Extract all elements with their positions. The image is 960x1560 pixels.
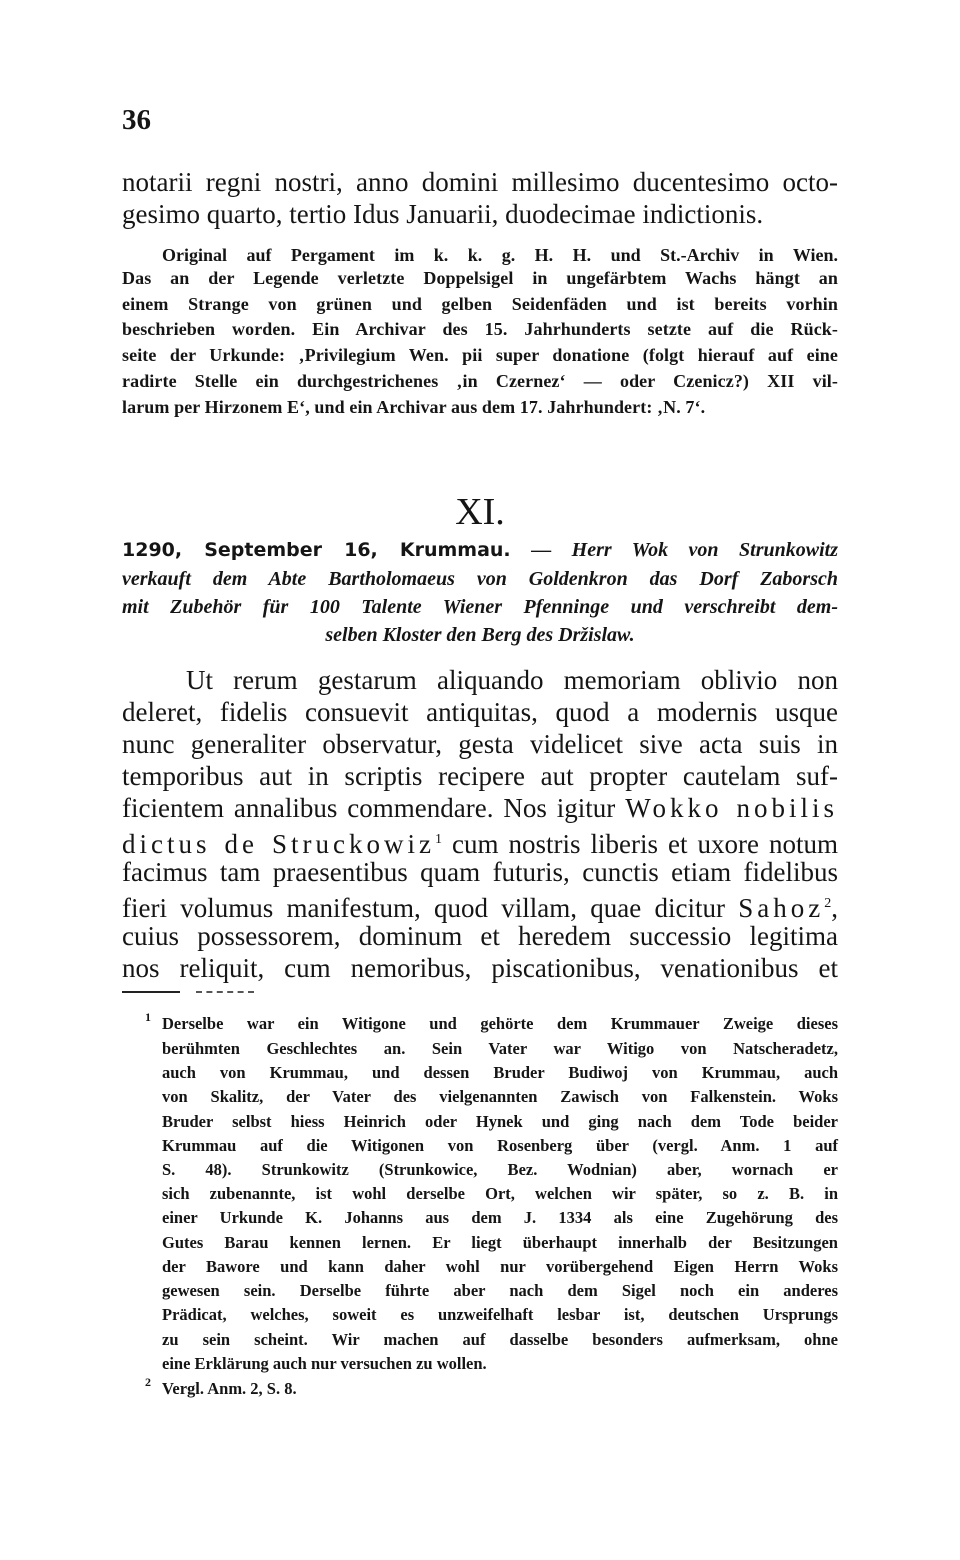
regest-dash: —: [510, 539, 572, 561]
footnote-ref: 1: [434, 832, 442, 847]
regest-line: verkauft dem Abte Bartholomaeus von Goldenkron das Dorf Zaborsch: [122, 568, 838, 590]
regest-line: mit Zubehör für 100 Talente Wiener Pfenninge und verschreibt dem-: [122, 596, 838, 618]
footnote-line: Vergl. Anm. 2, S. 8.: [162, 1379, 297, 1398]
footnote-rule: [122, 991, 254, 993]
document-number-heading: XI.: [455, 491, 505, 533]
footnote-line: sich zubenannte, ist wohl derselbe Ort, welchen wir später, so z. B. in: [162, 1184, 838, 1203]
archival-note-line: beschrieben worden. Ein Archivar des 15. Jahrhunderts setzte auf die Rück-: [122, 319, 838, 339]
body-line: nunc generaliter observatur, gesta videlicet sive acta suis in: [122, 729, 838, 759]
body-line: nos reliquit, cum nemoribus, piscationibus, venationibus et: [122, 953, 838, 983]
footnote-line: zu sein scheint. Wir machen auf dasselbe besonders aufmerksam, ohne: [162, 1330, 838, 1349]
continuation-line: notarii regni nostri, anno domini millesimo ducentesimo octo-: [122, 167, 838, 197]
footnote-marker: 1: [145, 1010, 151, 1024]
archival-note-line: radirte Stelle ein durchgestrichenes ‚in Czernez‘ — oder Czenicz?) XII vil-: [122, 371, 838, 391]
footnote-line: Gutes Barau kennen lernen. Er liegt überhaupt innerhalb der Besitzungen: [162, 1233, 838, 1252]
regest-line: selben Kloster den Berg des Držislaw.: [325, 624, 635, 646]
body-line: cuius possessorem, dominum et heredem successio legitima: [122, 921, 838, 951]
body-fragment: cum nostris liberis et uxore notum: [452, 829, 838, 859]
body-line: facimus tam praesentibus quam futuris, cunctis etiam fidelibus: [122, 857, 838, 887]
body-line: [122, 792, 838, 824]
regest-text: Herr Wok von Strunkowitz: [571, 539, 838, 561]
spaced-name: Wokko nobilis: [625, 793, 838, 823]
page-number: 36: [122, 104, 151, 136]
body-fragment: ficientem annalibus commendare.: [122, 793, 494, 823]
regest-date-place: 1290, September 16, Krummau.: [122, 539, 511, 561]
continuation-line: gesimo quarto, tertio Idus Januarii, duodecimae indictionis.: [122, 199, 764, 229]
footnote-line: Derselbe war ein Witigone und gehörte dem Krummauer Zweige dieses: [162, 1014, 838, 1033]
archival-note-line: larum per Hirzonem E‘, und ein Archivar aus dem 17. Jahrhundert: ‚N. 7‘.: [122, 397, 706, 417]
archival-note-line: Original auf Pergament im k. k. g. H. H. und St.-Archiv in Wien.: [162, 245, 838, 265]
footnote-line: eine Erklärung auch nur versuchen zu wollen.: [162, 1354, 487, 1373]
footnote-line: Prädicat, welches, soweit es unzweifelhaft lesbar ist, deutschen Ursprungs: [162, 1305, 838, 1324]
regest-line-1: [122, 537, 838, 564]
body-line: temporibus aut in scriptis recipere aut propter cautelam suf-: [122, 761, 838, 791]
archival-note-line: einem Strange von grünen und gelben Seidenfäden und ist bereits vorhin: [122, 294, 838, 314]
footnote-line: auch von Krummau, und dessen Bruder Budiwoj von Krummau, auch: [162, 1063, 838, 1082]
body-fragment: fieri volumus manifestum, quod villam, quae dicitur: [122, 893, 725, 923]
footnote-line: der Bawore und kann daher wohl nur vorübergehend Eigen Herrn Woks: [162, 1257, 838, 1276]
footnote-line: Krummau auf die Witigonen von Rosenberg über (vergl. Anm. 1 auf: [162, 1136, 838, 1155]
footnote-ref: 2: [824, 896, 832, 911]
footnote-line: von Skalitz, der Vater des vielgenannten Zawisch von Falkenstein. Woks: [162, 1087, 838, 1106]
body-fragment: ,: [831, 893, 839, 923]
spaced-name: Sahoz: [738, 893, 825, 923]
body-line: Ut rerum gestarum aliquando memoriam oblivio non: [186, 665, 838, 695]
footnote-marker: 2: [145, 1375, 151, 1389]
footnote-line: S. 48). Strunkowitz (Strunkowice, Bez. Wodnian) aber, wornach er: [162, 1160, 838, 1179]
body-fragment: Nos igitur: [503, 793, 616, 823]
body-line: deleret, fidelis consuevit antiquitas, quod a modernis usque: [122, 697, 838, 727]
footnote-line: gewesen sein. Derselbe führte aber nach dem Sigel noch ein anderes: [162, 1281, 838, 1300]
archival-note-line: Das an der Legende verletzte Doppelsigel in ungefärbtem Wachs hängt an: [122, 268, 838, 288]
body-line: [122, 824, 838, 860]
footnote-line: berühmten Geschlechtes an. Sein Vater war Witigo von Natscheradetz,: [162, 1039, 838, 1058]
spaced-name: dictus de Struckowiz: [122, 829, 435, 859]
body-line: [122, 888, 838, 924]
footnote-line: einer Urkunde K. Johanns aus dem J. 1334 als eine Zugehörung des: [162, 1208, 838, 1227]
footnote-line: Bruder selbst hiess Heinrich oder Hynek und ging nach dem Tode beider: [162, 1112, 838, 1131]
archival-note-line: seite der Urkunde: ‚Privilegium Wen. pii super donatione (folgt hierauf auf eine: [122, 345, 838, 365]
